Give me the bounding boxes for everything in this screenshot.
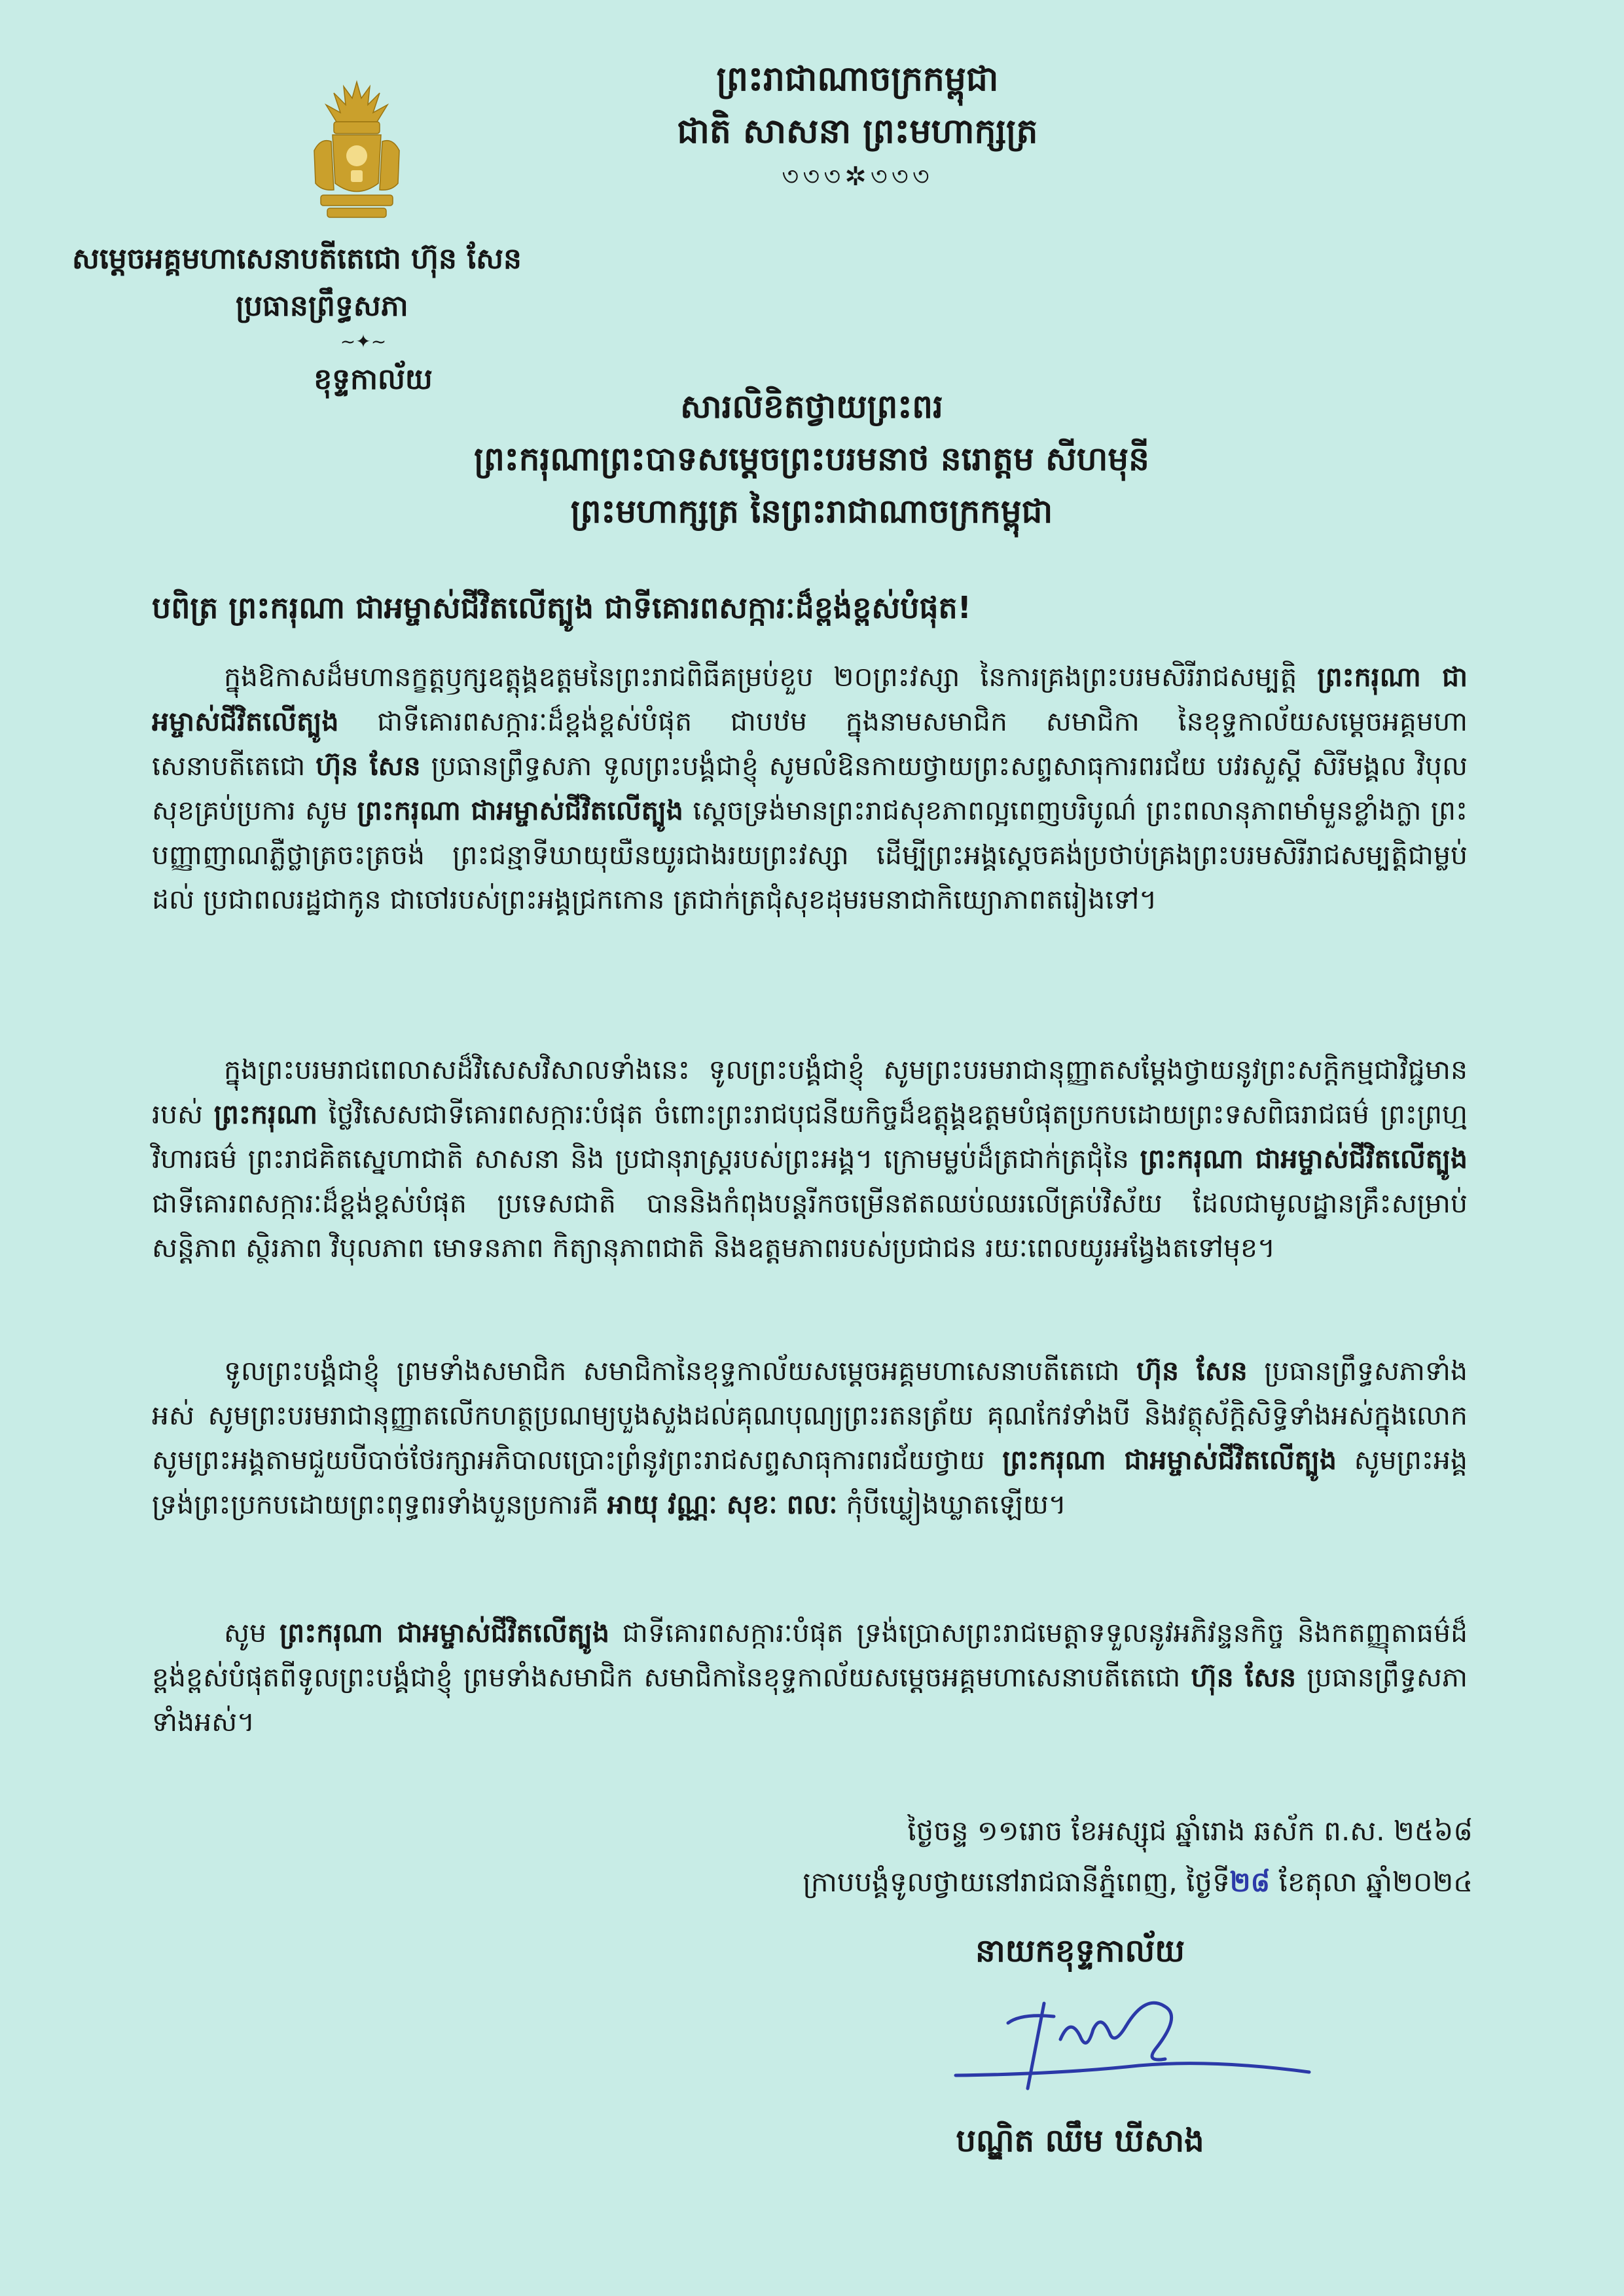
addressee-title: ព្រះមហាក្សត្រ នៃព្រះរាជាណាចក្រកម្ពុជា [570,492,1053,530]
lunar-date: ថ្ងៃចន្ទ ១១រោច ខែអស្សុជ ឆ្នាំរោង ឆស័ក ព.ស. ២៥៦៨ [907,1815,1473,1847]
text-run: ប្រធានព្រឹទ្ធសភាទាំងអស់។ [152,1662,1468,1738]
signer-name: បណ្ឌិត ឈឹម ឃីសាង [956,2123,1204,2159]
header-ornament: ৩৩৩✲৩৩৩ [782,162,933,192]
national-motto: ជាតិ សាសនា ព្រះមហាក្សត្រ [677,112,1038,151]
text-run: ទូលព្រះបង្គំជាខ្ញុំ ព្រមទាំងសមាជិក សមាជិកានៃខុទ្ទកាល័យសម្តេចអគ្គមហាសេនាបតីតេជោ [224,1355,1137,1387]
date-day: ២៨ [1229,1866,1271,1898]
text-run: សូម [224,1617,280,1649]
bold-run: ព្រះករុណា ជាអម្ចាស់ជីវិតលើត្បូង [279,1617,609,1649]
text-run: ជាទីគោរពសក្ការៈដ៏ខ្ពង់ខ្ពស់បំផុត ប្រទេសជាតិ បាននិងកំពុងបន្តរីកចម្រើនឥតឈប់ឈរលើគ្រប់វិស័យ ដែលជាមូលដ្ឋានគ្រឹះសម្រាប់សន្តិភាព ស្ថិរភាព វិបុលភាព មោទនភាព កិត្យានុភាពជាតិ និងឧត្តមភាពរបស់ប្រជាជន រយៈពេលយូរអង្វែងតទៅមុខ។ [152,1188,1468,1264]
office-name: ខុទ្ទកាល័យ [314,363,433,396]
text-run: ប្រធានព្រឹទ្ធសភា ទូលព្រះបង្គំជាខ្ញុំ សូមលំឱនកាយថ្វាយព្រះសព្ទសាធុការពរជ័យ បវរសួស្តី សិរីមង្គល វិបុលសុខគ្រប់ប្រការ សូម [152,750,1468,826]
body-paragraph-1 [152,655,1468,922]
date-prefix: ក្រាបបង្គំទូលថ្វាយនៅរាជធានីភ្នំពេញ, ថ្ងៃទី [803,1866,1230,1898]
bold-run: ព្រះករុណា ជាអម្ចាស់ជីវិតលើត្បូង [357,795,683,826]
text-run: កុំបីឃ្លៀងឃ្លាតឡើយ។ [837,1489,1066,1520]
text-run: ស្តេចទ្រង់មានព្រះរាជសុខភាពល្អពេញបរិបូណ៌ ព្រះពលានុភាពមាំមួនខ្លាំងក្លា ព្រះបញ្ញាញាណភ្លឺថ្លាត្រចះត្រចង់ ព្រះជន្មាទីឃាយុយឺនយូរជាងរយព្រះវស្សា ដើម្បីព្រះអង្គស្តេចគង់ប្រថាប់គ្រងព្រះបរមសិរីរាជសម្បត្តិជាម្លប់ដល់ ប្រជាពលរដ្ឋជាកូន ជាចៅរបស់ព្រះអង្គជ្រកកោន ត្រជាក់ត្រជុំសុខដុមរមនាជាកិយ្យោភាពតរៀងទៅ។ [152,795,1468,915]
signer-title: នាយកខុទ្ទកាល័យ [975,1933,1185,1969]
small-ornament: ~✦~ [340,331,387,352]
text-run: ជាទីគោរពសក្ការៈបំផុត ទ្រង់ប្រោសព្រះរាជមេត្តាទទួលនូវអភិវន្ទនកិច្ច និងកតញ្ញុតាធម៌ដ៏ខ្ពង់ខ្ពស់បំផុតពីទូលព្រះបង្គំជាខ្ញុំ ព្រមទាំងសមាជិក សមាជិកានៃខុទ្ទកាល័យសម្តេចអគ្គមហាសេនាបតីតេជោ [152,1617,1468,1693]
text-run: ថ្លៃវិសេសជាទីគោរពសក្ការៈបំផុត ចំពោះព្រះរាជបុជនីយកិច្ចដ៏ឧត្តុង្គឧត្តមបំផុតប្រកបដោយព្រះទសពិធរាជធម៌ ព្រះព្រហ្មវិហារធម៌ ព្រះរាជគិតស្នេហាជាតិ សាសនា និង ប្រជានុរាស្ត្ររបស់ព្រះអង្គ។ ក្រោមម្លប់ដ៏ត្រជាក់ត្រជុំនៃ [152,1099,1468,1175]
date-suffix: ខែតុលា ឆ្នាំ២០២៤ [1270,1866,1473,1898]
addressee-line: ព្រះករុណាព្រះបាទសម្តេចព្រះបរមនាថ នរោត្តម សីហមុនី [474,440,1149,478]
text-run: ប្រធានព្រឹទ្ធសភាទាំងអស់ សូមព្រះបរមរាជានុញ្ញាតលើកហត្ថប្រណម្យបួងសួងដល់គុណបុណ្យព្រះរតនត្រ័យ គុណកែវទាំងបី និងវត្ថុស័ក្តិសិទ្ធិទាំងអស់ក្នុងលោក សូមព្រះអង្គតាមជួយបីបាច់ថែរក្សាអភិបាលប្រោះព្រំនូវព្រះរាជសព្ទសាធុការពរជ័យថ្វាយ [152,1355,1468,1476]
text-run: ក្នុងព្រះបរមរាជពេលាសដ៏វិសេសវិសាលទាំងនេះ ទូលព្រះបង្គំជាខ្ញុំ សូមព្រះបរមរាជានុញ្ញាតសម្តែងថ្វាយនូវព្រះសក្តិកម្មជាវិជ្ជមានរបស់ [152,1054,1468,1130]
letter-title: សារលិខិតថ្វាយព្រះពរ [680,388,943,426]
text-run: ក្នុងឱកាសដ៏មហានក្ខត្តឫក្សឧត្តុង្គឧត្តមនៃព្រះរាជពិធីគម្រប់ខួប ២០ព្រះវស្សា នៃការគ្រងព្រះបរមសិរីរាជសម្បត្តិ [224,661,1318,693]
body-paragraph-3 [152,1349,1468,1527]
text-run: ជាទីគោរពសក្ការៈដ៏ខ្ពង់ខ្ពស់បំផុត ជាបឋម ក្នុងនាមសមាជិក សមាជិកា នៃខុទ្ទកាល័យសម្តេចអគ្គមហាសេនាបតីតេជោ [152,706,1468,782]
bold-run: ហ៊ុន សែន [316,750,421,782]
solar-date [720,1865,1473,1905]
bold-run: ព្រះករុណា ជាអម្ចាស់ជីវិតលើត្បូង [1002,1444,1337,1476]
body-paragraph-2 [152,1048,1468,1270]
handwritten-signature-icon [929,1977,1335,2108]
text-run: សូមព្រះអង្គទ្រង់ព្រះប្រកបដោយព្រះពុទ្ធពរទាំងបួនប្រការគឺ [152,1444,1468,1520]
bold-run: ហ៊ុន សែន [1191,1662,1297,1693]
kingdom-title: ព្រះរាជាណាចក្រកម្ពុជា [716,60,999,99]
salutation: បពិត្រ ព្រះករុណា ជាអម្ចាស់ជីវិតលើត្បូង ជាទីគោរពសក្ការៈដ៏ខ្ពង់ខ្ពស់បំផុត! [152,590,971,625]
bold-run: ព្រះករុណា ជាអម្ចាស់ជីវិតលើត្បូង [1140,1143,1468,1175]
bold-run: ព្រះករុណា [213,1099,318,1130]
bold-run: អាយុ វណ្ណៈ សុខៈ ពលៈ [607,1489,838,1520]
body-paragraph-4 [152,1611,1468,1744]
sender-position: ប្រធានព្រឹទ្ធសភា [236,289,408,323]
bold-run: ហ៊ុន សែន [1136,1355,1248,1387]
royal-emblem-icon [308,79,406,229]
sender-name: សម្តេចអគ្គមហាសេនាបតីតេជោ ហ៊ុន សែន [72,242,522,276]
bold-run: ព្រះករុណា ជាអម្ចាស់ជីវិតលើត្បូង [152,661,1468,737]
